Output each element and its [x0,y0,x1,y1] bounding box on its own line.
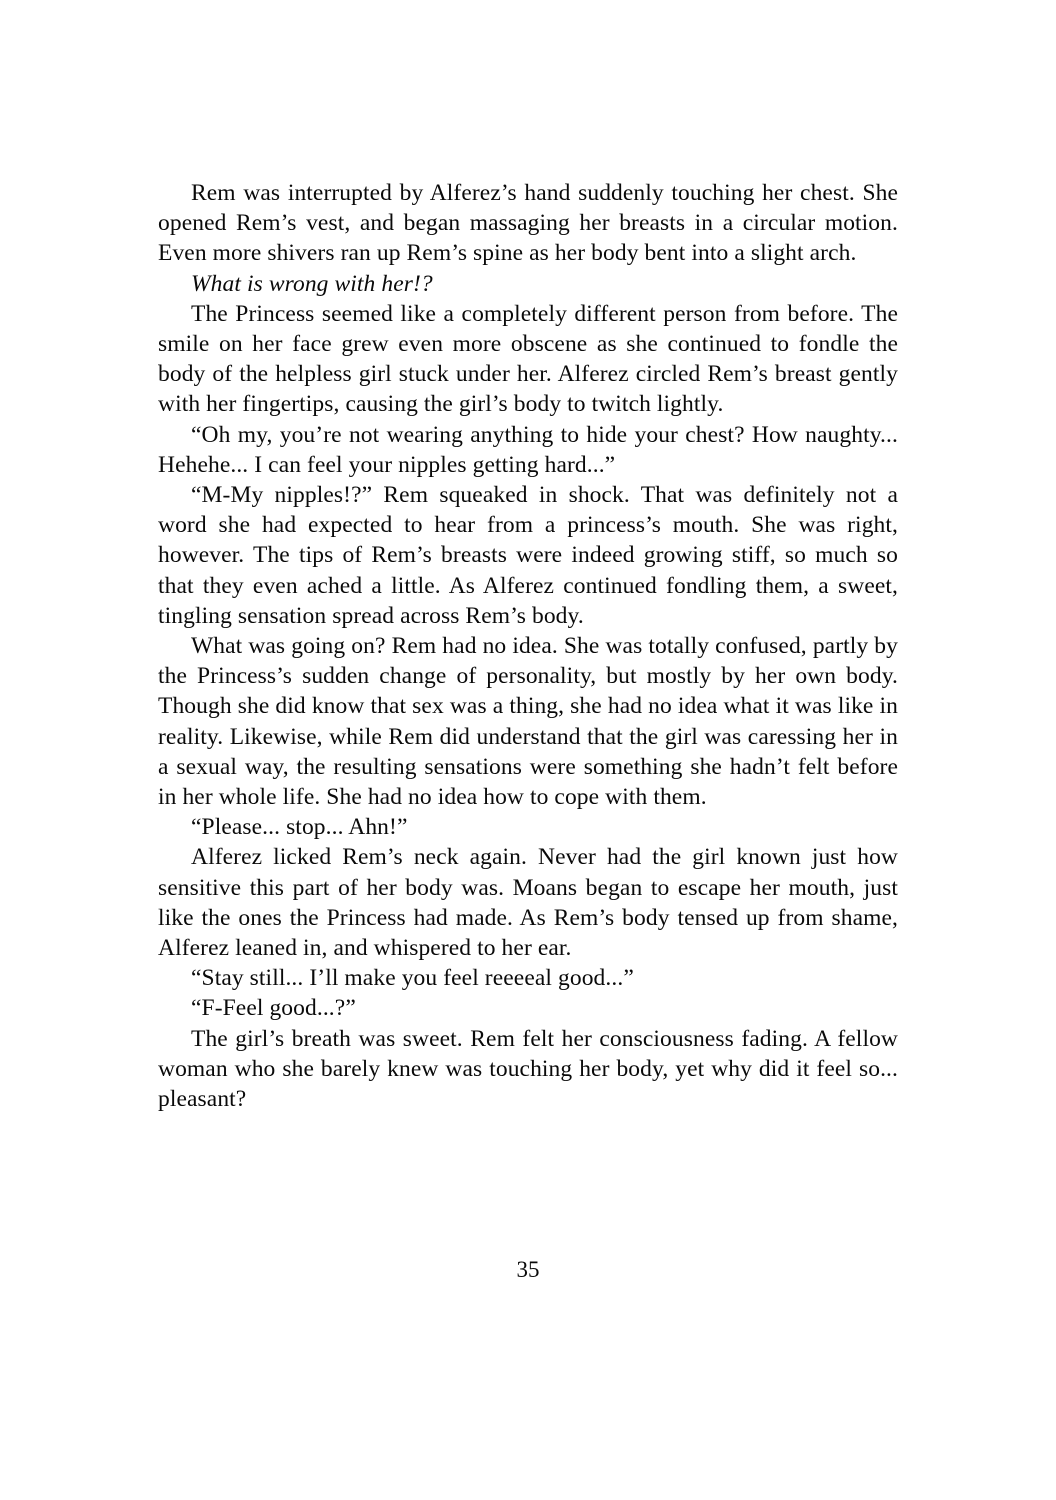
body-paragraph: Alferez licked Rem’s neck again. Never had the girl known just how sensitive this part of her body was. Moans began to escape her mouth, just like the ones the Princess had made. As Rem’s body tensed up from shame, Alferez leaned in, and whispered to her ear. [158,844,898,962]
body-paragraph: “Please... stop... Ahn!” [191,814,408,841]
body-paragraph: “Oh my, you’re not wearing anything to hide your chest? How naughty... Hehehe... I can feel your nipples getting hard...” [158,421,898,478]
body-paragraph: “M-My nipples!?” Rem squeaked in shock. That was definitely not a word she had expected to hear from a princess’s mouth. She was right, however. The tips of Rem’s breasts were indeed growing stiff, so much so that they even ached a little. As Alferez continued fondling them, a sweet, tingling sensation spread across Rem’s body. [158,482,898,629]
thought-paragraph: What is wrong with her!? [191,270,433,297]
body-paragraph: “Stay still... I’ll make you feel reeeeal good...” [191,965,634,992]
body-paragraph: Rem was interrupted by Alferez’s hand suddenly touching her chest. She opened Rem’s vest, and began massaging her breasts in a circular motion. Even more shivers ran up Rem’s spine as her body bent into a slight arch. [158,180,898,267]
body-paragraph: What was going on? Rem had no idea. She was totally confused, partly by the Princess’s sudden change of personality, but mostly by her own body. Though she did know that sex was a thing, she had no idea what it was like in reality. Likewise, while Rem did understand that the girl was caressing her in a sexual way, the resulting sensations were something she hadn’t felt before in her whole life. She had no idea how to cope with them. [158,633,898,811]
text-block [158,178,898,1114]
body-paragraph: The Princess seemed like a completely different person from before. The smile on her face grew even more obscene as she continued to fondle the body of the helpless girl stuck under her. Alferez circled Rem’s breast gently with her fingertips, causing the girl’s body to twitch lightly. [158,300,898,418]
body-paragraph: The girl’s breath was sweet. Rem felt her consciousness fading. A fellow woman who she barely knew was touching her body, yet why did it feel so... pleasant? [158,1025,898,1113]
page-number: 35 [516,1257,540,1282]
body-paragraph: “F-Feel good...?” [191,995,356,1022]
